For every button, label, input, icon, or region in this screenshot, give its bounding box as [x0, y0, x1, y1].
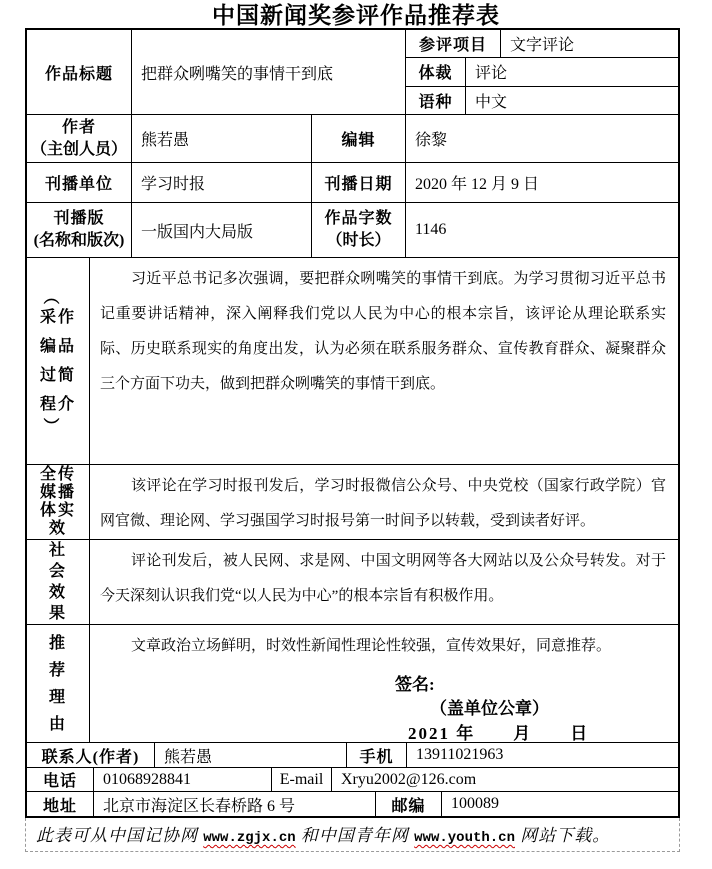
recommendation-text-cell [90, 625, 678, 742]
vertical-label-line: 程介 [39, 396, 76, 413]
vertical-label-line: 会 [48, 563, 67, 580]
publisher-label: 刊播单位 [27, 163, 132, 202]
row-work-title [27, 30, 678, 115]
row-phone-email [27, 768, 678, 792]
work-title-label: 作品标题 [27, 30, 132, 114]
contact-label: 联系人(作者) [27, 743, 155, 767]
vertical-label-line: 媒播 [39, 484, 76, 501]
edition-label-line1: 刊播版 [53, 210, 105, 227]
editor-value: 徐黎 [415, 132, 448, 149]
row-contact [27, 743, 678, 768]
signature-label: 签名: [395, 675, 435, 694]
phone-label: 电话 [27, 768, 94, 791]
language-label: 语种 [406, 87, 466, 114]
word-count-label-line2: （时长） [326, 232, 391, 249]
vertical-label-line: 效 [48, 520, 67, 537]
vertical-label-line: 编品 [39, 338, 76, 355]
word-count-label [312, 203, 406, 257]
media-effect-label [27, 465, 90, 539]
vertical-label-line: 过简 [39, 367, 76, 384]
postcode-value: 100089 [451, 795, 499, 812]
vertical-label-line: 社 [48, 542, 67, 559]
publish-date-label: 刊播日期 [312, 163, 406, 202]
row-language [406, 87, 678, 114]
word-count-value: 1146 [415, 221, 447, 238]
email-value: Xryu2002@126.com [341, 770, 477, 788]
media-effect-text: 该评论在学习时报刊发后，学习时报微信公众号、中央党校（国家行政学院）官网官微、理论网、学习强国学习时报号第一时间予以转载，受到读者好评。 [100, 478, 666, 529]
row-address [27, 792, 678, 816]
download-note-part3: 网站下载。 [515, 826, 611, 845]
genre-value: 评论 [475, 65, 508, 83]
seal-label: （盖单位公章） [430, 699, 549, 718]
vertical-label-line: 采作 [39, 309, 76, 326]
vertical-label-line: ） [41, 417, 59, 434]
author-label-line1: 作者 [61, 118, 96, 136]
phone-value: 01068928841 [94, 768, 272, 791]
download-note-part1: 此表可从中国记协网 [36, 826, 204, 845]
publish-date-value: 2020 年 12 月 9 日 [415, 176, 540, 193]
edition-value: 一版国内大局版 [132, 203, 312, 257]
vertical-label-line: 荐 [48, 661, 67, 679]
signature-date: 2021 年 月 日 [408, 724, 590, 742]
edition-label [27, 203, 132, 257]
word-count-label-line1: 作品字数 [324, 210, 393, 227]
row-genre [406, 58, 678, 86]
row-recommendation [27, 625, 678, 743]
edition-label-line2: (名称和版次) [33, 232, 125, 249]
social-effect-label [27, 540, 90, 624]
recommendation-text: 文章政治立场鲜明，时效性新闻性理论性较强，宣传效果好，同意推荐。 [131, 638, 612, 654]
row-social-effect [27, 540, 678, 625]
zgjx-url: www.zgjx.cn [203, 830, 296, 846]
author-label-line2: （主创人员） [30, 140, 127, 158]
youth-url: www.youth.cn [414, 830, 515, 846]
address-label: 地址 [27, 792, 94, 816]
vertical-label-line: 理 [48, 688, 67, 706]
author-label [27, 115, 132, 162]
author-value: 熊若愚 [132, 115, 312, 162]
vertical-label-line: 体实 [39, 502, 76, 519]
entry-category-label: 参评项目 [406, 30, 501, 57]
row-author [27, 115, 678, 163]
vertical-label-line: 由 [48, 715, 67, 733]
vertical-label-line: 推 [48, 634, 67, 652]
vertical-label-line: 全传 [39, 466, 76, 483]
vertical-label-line: 果 [48, 605, 67, 622]
media-effect-text-cell [90, 465, 678, 539]
address-value: 北京市海淀区长春桥路 6 号 [94, 792, 376, 816]
row-media-effect [27, 465, 678, 540]
work-intro-text: 习近平总书记多次强调，要把群众咧嘴笑的事情干到底。为学习贯彻习近平总书记重要讲话精神，深入阐释我们党以人民为中心的根本宗旨，该评论从理论联系实际、历史联系现实的角度出发，认为必须在联系服务群众、宣传教育群众、凝聚群众三个方面下功夫，做到把群众咧嘴笑的事情干到底。 [100, 271, 666, 392]
entry-info-block [406, 30, 678, 114]
download-note [25, 818, 680, 852]
social-effect-text: 评论刊发后，被人民网、求是网、中国文明网等各大网站以及公众号转发。对于今天深刻认识我们党“以人民为中心”的根本宗旨有积极作用。 [100, 553, 666, 604]
postcode-label: 邮编 [376, 792, 442, 816]
contact-value: 熊若愚 [155, 743, 347, 767]
row-publisher [27, 163, 678, 203]
publisher-value: 学习时报 [132, 163, 312, 202]
work-intro-label [27, 258, 90, 464]
row-edition [27, 203, 678, 258]
row-work-intro [27, 258, 678, 465]
language-value: 中文 [475, 93, 508, 111]
mobile-value: 13911021963 [416, 746, 504, 763]
social-effect-text-cell [90, 540, 678, 624]
vertical-label-line: （ [41, 288, 59, 305]
form-title: 中国新闻奖参评作品推荐表 [212, 3, 500, 28]
genre-label: 体裁 [406, 58, 466, 85]
mobile-label: 手机 [347, 743, 407, 767]
row-entry-category [406, 30, 678, 58]
recommendation-form-table [25, 28, 680, 818]
download-note-part2: 和中国青年网 [295, 826, 415, 845]
email-label: E-mail [272, 768, 332, 791]
entry-category-value: 文字评论 [510, 37, 575, 55]
vertical-label-line: 效 [48, 584, 67, 601]
work-title-value: 把群众咧嘴笑的事情干到底 [132, 30, 406, 114]
work-intro-text-cell [90, 258, 678, 464]
recommendation-label [27, 625, 90, 742]
editor-label: 编辑 [312, 115, 406, 162]
